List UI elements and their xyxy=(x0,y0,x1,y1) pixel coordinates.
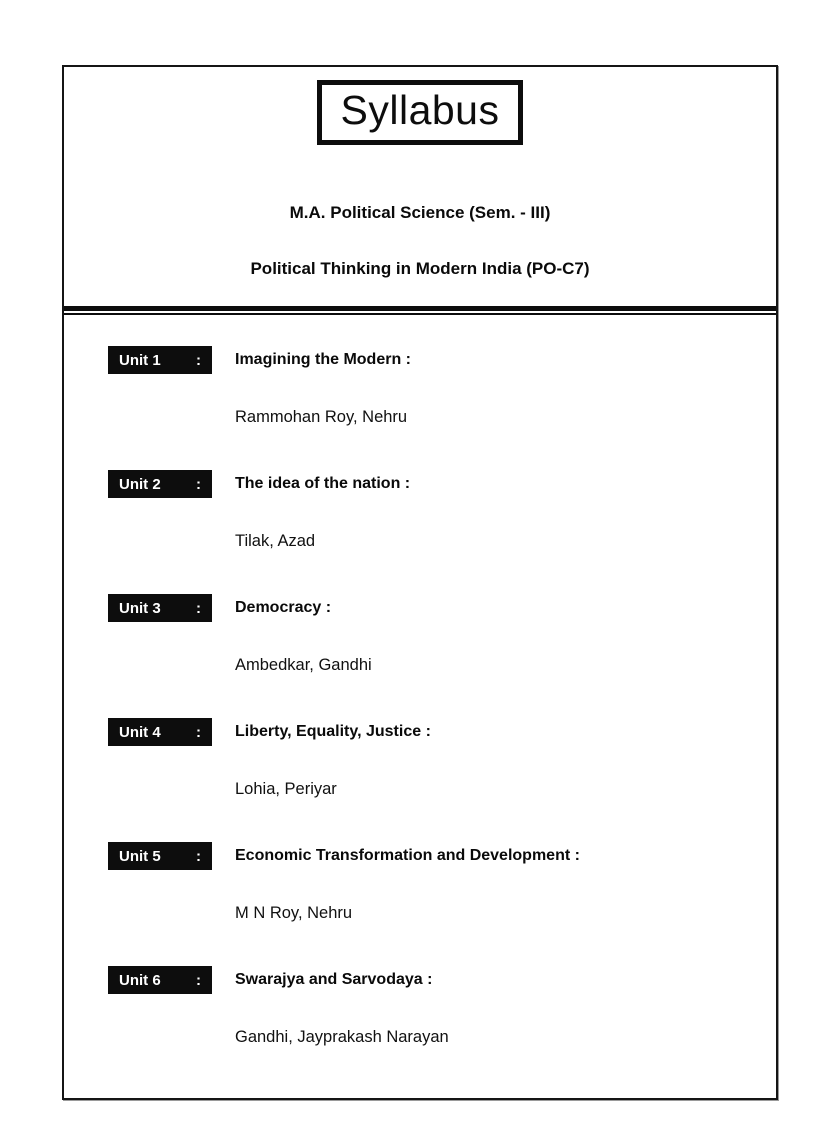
section-divider xyxy=(64,306,776,315)
unit-detail: Lohia, Periyar xyxy=(235,780,337,798)
unit-detail: M N Roy, Nehru xyxy=(235,904,353,922)
unit-row xyxy=(108,842,736,923)
unit-badge xyxy=(108,842,212,870)
unit-row xyxy=(108,718,736,799)
unit-badge-colon: : xyxy=(196,599,201,617)
unit-badge-colon: : xyxy=(196,847,201,865)
program-title: M.A. Political Science (Sem. - III) xyxy=(289,203,551,222)
unit-badge-colon: : xyxy=(196,971,201,989)
unit-heading: Economic Transformation and Development : xyxy=(235,847,580,864)
unit-row xyxy=(108,594,736,675)
divider-thick-line xyxy=(64,306,776,311)
page-title: Syllabus xyxy=(340,87,500,133)
unit-badge-colon: : xyxy=(196,723,201,741)
unit-badge xyxy=(108,966,212,994)
unit-header xyxy=(108,346,736,374)
unit-header xyxy=(108,842,736,870)
unit-badge xyxy=(108,470,212,498)
page-border xyxy=(62,65,778,1100)
unit-row xyxy=(108,346,736,427)
unit-header xyxy=(108,470,736,498)
unit-header xyxy=(108,966,736,994)
unit-badge-label: Unit 4 xyxy=(119,723,161,741)
unit-detail: Ambedkar, Gandhi xyxy=(235,656,372,674)
unit-detail: Tilak, Azad xyxy=(235,532,316,550)
course-title: Political Thinking in Modern India (PO-C7) xyxy=(250,259,590,278)
unit-heading: Democracy : xyxy=(235,599,332,616)
unit-badge-label: Unit 5 xyxy=(119,847,161,865)
syllabus-title-box xyxy=(317,80,523,145)
unit-detail: Rammohan Roy, Nehru xyxy=(235,408,408,426)
units-list xyxy=(64,315,776,1047)
unit-badge-label: Unit 2 xyxy=(119,475,161,493)
unit-detail: Gandhi, Jayprakash Narayan xyxy=(235,1028,449,1046)
unit-header xyxy=(108,718,736,746)
unit-badge-label: Unit 1 xyxy=(119,351,161,369)
unit-heading: The idea of the nation : xyxy=(235,475,411,492)
unit-badge-label: Unit 3 xyxy=(119,599,161,617)
unit-badge xyxy=(108,594,212,622)
unit-badge xyxy=(108,718,212,746)
unit-row xyxy=(108,966,736,1047)
unit-heading: Imagining the Modern : xyxy=(235,351,411,368)
unit-heading: Swarajya and Sarvodaya : xyxy=(235,971,433,988)
unit-badge-colon: : xyxy=(196,351,201,369)
unit-header xyxy=(108,594,736,622)
unit-row xyxy=(108,470,736,551)
unit-badge-label: Unit 6 xyxy=(119,971,161,989)
unit-badge-colon: : xyxy=(196,475,201,493)
unit-badge xyxy=(108,346,212,374)
unit-heading: Liberty, Equality, Justice : xyxy=(235,723,431,740)
